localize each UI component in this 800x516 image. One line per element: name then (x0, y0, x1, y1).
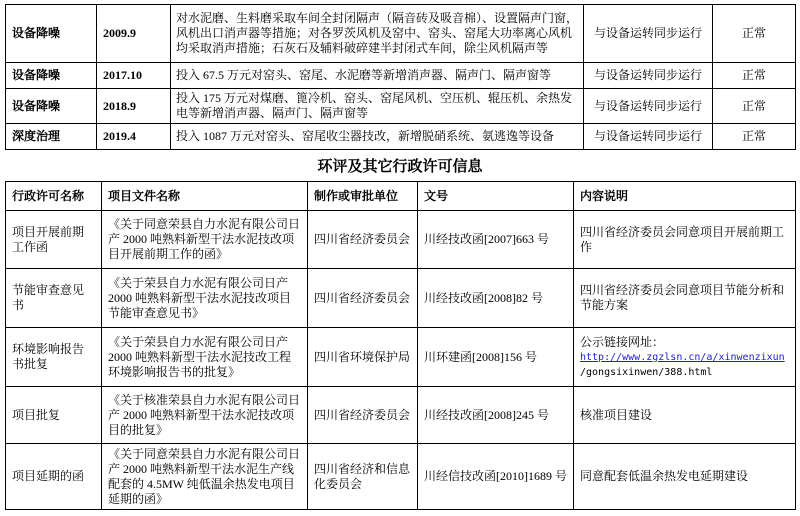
permit-info-table (5, 181, 796, 510)
section-heading: 环评及其它行政许可信息 (317, 159, 483, 175)
permit-document-title: 《关于荣县自力水泥有限公司日产 2000 吨熟料新型干法水泥技改工程环境影响报告书的批复》 (102, 328, 308, 387)
measure-date: 2018.9 (97, 89, 171, 124)
table-row (6, 269, 796, 328)
permit-document-title: 《关于核准荣县自力水泥有限公司日产 2000 吨熟料新型干法水泥技改项目的批复》 (102, 387, 308, 444)
permit-doc-number: 川经技改函[2008]82 号 (418, 269, 574, 328)
permit-authority: 四川省经济委员会 (308, 269, 418, 328)
permit-description (574, 328, 796, 387)
permit-name: 项目批复 (6, 387, 102, 444)
measure-status: 正常 (713, 63, 796, 89)
measure-description: 投入 175 万元对煤磨、篦冷机、窑头、窑尾风机、空压机、辊压机、余热发电等新增消声器、隔声门、隔声窗等 (171, 89, 584, 124)
table-row (6, 211, 796, 269)
permit-name: 环境影响报告书批复 (6, 328, 102, 387)
table-row (6, 387, 796, 444)
permit-name: 节能审查意见书 (6, 269, 102, 328)
measure-category: 深度治理 (6, 124, 97, 150)
permit-document-title: 《关于同意荣县自力水泥有限公司日产 2000 吨熟料新型干法水泥技改项目开展前期工作的函》 (102, 211, 308, 269)
table-row (6, 63, 796, 89)
permit-description: 四川省经济委员会同意项目开展前期工作 (574, 211, 796, 269)
measure-status: 正常 (713, 5, 796, 63)
table-row (6, 444, 796, 510)
permit-doc-number: 川环建函[2008]156 号 (418, 328, 574, 387)
column-header-document-name: 项目文件名称 (102, 182, 308, 211)
permit-name: 项目延期的函 (6, 444, 102, 510)
public-notice-link[interactable]: http://www.zgzlsn.cn/a/xinwenzixun (580, 352, 785, 363)
measure-operation: 与设备运转同步运行 (584, 89, 713, 124)
table-header-row (6, 182, 796, 211)
permit-document-title: 《关于同意荣县自力水泥有限公司日产 2000 吨熟料新型干法水泥生产线配套的 4.5MW 纯低温余热发电项目延期的函》 (102, 444, 308, 510)
public-notice-link-suffix: /gongsixinwen/388.html (580, 367, 713, 378)
permit-doc-number: 川经技改函[2007]663 号 (418, 211, 574, 269)
measure-operation: 与设备运转同步运行 (584, 63, 713, 89)
noise-measures-table (5, 4, 796, 150)
permit-document-title: 《关于荣县自力水泥有限公司日产 2000 吨熟料新型干法水泥技改项目节能审查意见书》 (102, 269, 308, 328)
table-row (6, 5, 796, 63)
measure-category: 设备降噪 (6, 5, 97, 63)
column-header-permit-name: 行政许可名称 (6, 182, 102, 211)
measure-date: 2009.9 (97, 5, 171, 63)
permit-authority: 四川省环境保护局 (308, 328, 418, 387)
column-header-authority: 制作或审批单位 (308, 182, 418, 211)
measure-category: 设备降噪 (6, 63, 97, 89)
permit-authority: 四川省经济委员会 (308, 211, 418, 269)
measure-category: 设备降噪 (6, 89, 97, 124)
measure-operation: 与设备运转同步运行 (584, 124, 713, 150)
measure-status: 正常 (713, 89, 796, 124)
table-row (6, 328, 796, 387)
permit-doc-number: 川经信技改函[2010]1689 号 (418, 444, 574, 510)
permit-doc-number: 川经技改函[2008]245 号 (418, 387, 574, 444)
measure-operation: 与设备运转同步运行 (584, 5, 713, 63)
measure-status: 正常 (713, 124, 796, 150)
table-row (6, 124, 796, 150)
measure-date: 2017.10 (97, 63, 171, 89)
public-notice-label: 公示链接网址： (580, 335, 665, 349)
column-header-description: 内容说明 (574, 182, 796, 211)
measure-description: 投入 67.5 万元对窑头、窑尾、水泥磨等新增消声器、隔声门、隔声窗等 (171, 63, 584, 89)
permit-authority: 四川省经济委员会 (308, 387, 418, 444)
column-header-doc-number: 文号 (418, 182, 574, 211)
measure-description: 投入 1087 万元对窑头、窑尾收尘器技改，新增脱硝系统、氨逃逸等设备 (171, 124, 584, 150)
measure-description: 对水泥磨、生料磨采取车间全封闭隔声（隔音砖及吸音棉）、设置隔声门窗，风机出口消声器等措施；对各罗茨风机及窑中、窑头、窑尾大功率离心风机均采取消声措施；石灰石及辅料破碎建半封闭式车间，除尘风机隔声等 (171, 5, 584, 63)
table-row (6, 89, 796, 124)
permit-authority: 四川省经济和信息化委员会 (308, 444, 418, 510)
permit-description: 核准项目建设 (574, 387, 796, 444)
permit-name: 项目开展前期工作函 (6, 211, 102, 269)
permit-description: 同意配套低温余热发电延期建设 (574, 444, 796, 510)
permit-description: 四川省经济委员会同意项目节能分析和节能方案 (574, 269, 796, 328)
measure-date: 2019.4 (97, 124, 171, 150)
